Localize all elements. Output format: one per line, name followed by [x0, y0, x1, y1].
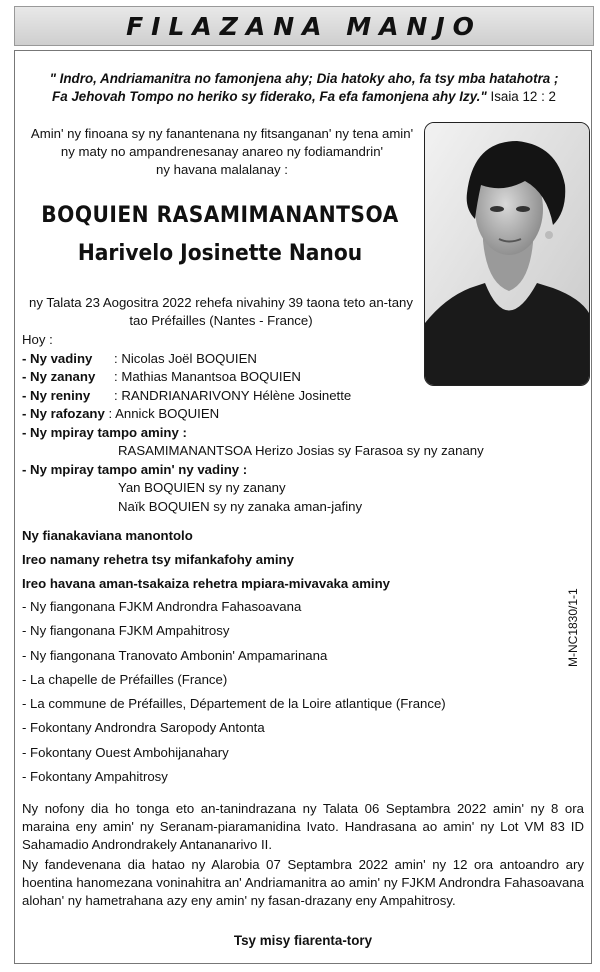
deceased-surname: BOQUIEN RASAMIMANANTSOA: [41, 203, 399, 228]
intro-line-3: ny havana malalanay :: [156, 162, 288, 177]
closing-note: Tsy misy fiarenta-tory: [233, 933, 373, 948]
institutions-list: [22, 598, 446, 792]
notice-reference-code: M-NC1830/1-1: [566, 588, 580, 667]
siblings-label: - Ny mpiray tampo aminy :: [22, 424, 187, 440]
family-row-spouse: - Ny vadiny : Nicolas Joël BOQUIEN: [22, 350, 257, 366]
death-line-1: ny Talata 23 Aogositra 2022 rehefa nivahiny 39 taona teto an-tany: [29, 295, 413, 310]
list-item: - Fokontany Ampahitrosy: [22, 769, 168, 785]
intro-text: [22, 125, 422, 179]
death-line-2: tao Préfailles (Nantes - France): [129, 313, 313, 328]
inlaw-siblings-label: - Ny mpiray tampo amin' ny vadiny :: [22, 461, 248, 477]
arrival-paragraph: Ny nofony dia ho tonga eto an-tanindrazana ny Talata 06 Septambra 2022 amin' ny 8 ora maraina eny amin' ny Seranam-piaramanidina Ivato. Handrasana ao amin' ny Lot VM 83 ID Sahamadio Androndrakely Antananarivo II.: [22, 801, 584, 852]
list-item: - La commune de Préfailles, Département de la Loire atlantique (France): [22, 696, 446, 712]
inlaw-sibling-entry-2: Naïk BOQUIEN sy ny zanaka aman-jafiny: [118, 498, 363, 514]
intro-line-1: Amin' ny finoana sy ny fanantenana ny fitsanganan' ny tena amin': [30, 126, 414, 141]
heading-congregation: Ireo havana aman-tsakaiza rehetra mpiara-mivavaka aminy: [22, 576, 390, 591]
hoy-label: Hoy :: [22, 332, 53, 347]
list-item: - La chapelle de Préfailles (France): [22, 671, 228, 687]
list-item: - Fokontany Androndra Saropody Antonta: [22, 720, 265, 736]
family-row-parent-in-law: - Ny rafozany : Annick BOQUIEN: [22, 406, 220, 421]
quote-line-1: " Indro, Andriamanitra no famonjena ahy; Dia hatoky aho, fa tsy mba hatahotra ;: [49, 71, 559, 86]
quote-reference: Isaia 12 : 2: [490, 89, 556, 104]
heading-friends: Ireo namany rehetra tsy mifankafohy aminy: [22, 552, 294, 567]
list-item: - Ny fiangonana Tranovato Ambonin' Ampamarinana: [22, 647, 328, 663]
list-item: - Fokontany Ouest Ambohijanahary: [22, 744, 229, 760]
notice-header: [14, 6, 594, 46]
quote-line-2: Fa Jehovah Tompo no heriko sy fiderako, Fa efa famonjena ahy Izy.": [52, 89, 487, 104]
bible-quote: [34, 70, 574, 106]
siblings-entry: RASAMIMANANTSOA Herizo Josias sy Farasoa sy ny zanany: [118, 443, 484, 458]
list-item: - Ny fiangonana FJKM Ampahitrosy: [22, 623, 230, 639]
family-section: [22, 331, 484, 516]
notice-title: FILAZANA MANJO: [126, 11, 482, 41]
family-row-mother: - Ny reniny : RANDRIANARIVONY Hélène Josinette: [22, 387, 352, 403]
intro-line-2: ny maty no ampandrenesanay anareo ny fodiamandrin': [60, 144, 384, 159]
burial-paragraph: Ny fandevenana dia hatao ny Alarobia 07 Septambra 2022 amin' ny 12 ora antoandro ary hoentina hanomezana voninahitra an' Andriamanitra ao amin' ny FJKM Androndra Fahasoavana alohan' ny hametrahana azy eny amin' ny fasan-drazany eny Ampahitrosy.: [22, 857, 584, 908]
deceased-given-names: Harivelo Josinette Nanou: [77, 241, 363, 266]
list-item: - Ny fiangonana FJKM Androndra Fahasoavana: [22, 599, 302, 614]
heading-family: Ny fianakaviana manontolo: [22, 528, 193, 543]
death-details: [22, 294, 420, 330]
inlaw-sibling-entry-1: Yan BOQUIEN sy ny zanany: [118, 480, 286, 495]
family-row-child: - Ny zanany : Mathias Manantsoa BOQUIEN: [22, 369, 301, 384]
